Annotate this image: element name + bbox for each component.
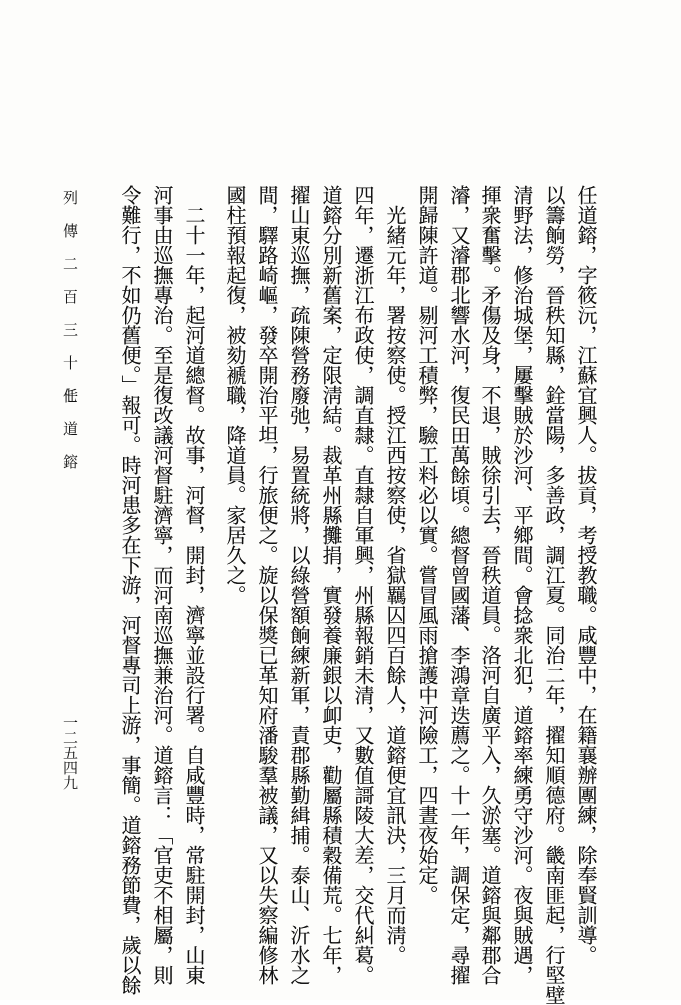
text-column-5: 濬，又濬郡北響水河，復民田萬餘頃。總督曾國藩、李鴻章迭薦之。十一年，調保定，尋擢 [447,185,471,985]
page-number: 一二五四九 [61,715,79,790]
text-column-1: 任道鎔，字筱沅，江蘇宜興人。拔貢，考授教職。咸豐中，在籍襄辦團練，除奉賢訓導。 [574,185,598,965]
text-column-15: 令難行，不如仍舊便。」報可。時河患多在下游，河督專司上游，事簡。道鎔務節費，歲以餘 [118,185,142,995]
text-column-10: 擢山東巡撫，疏陳營務廢弛，易置統將，以綠營額餉練新軍，責郡縣勤緝捕。泰山、沂水之 [287,185,311,985]
text-column-7: 光緒元年，署按察使。授江西按察使，省獄羈囚四百餘人，道鎔便宜訊決，三月而淸。 [383,205,407,965]
text-column-13: 二十一年，起河道總督。故事，河督，開封，濟寧並設行署。自咸豐時，常駐開封，山東 [182,205,206,985]
running-header-subject: 任 道 鎔 [61,388,79,469]
text-column-6: 開歸陳許道。剔河工積弊，驗工料必以實。嘗冒風雨搶護中河險工，四晝夜始定。 [415,185,439,905]
text-column-9: 道鎔分別新舊案，定限淸結。裁革州縣攤捐，實發養廉銀以卹吏，勸屬縣積穀備荒。七年， [319,185,343,985]
text-column-11: 間，驛路崎嶇，發卒開治平坦，行旅便之。旋以保獎已革知府潘駿羣被議，又以失察編修林 [255,185,279,985]
text-column-12: 國柱預報起復，被劾褫職，降道員。家居久之。 [223,185,247,605]
text-column-4: 揮衆奮擊。矛傷及身，不退，賊徐引去，晉秩道員。洛河自廣平入，久淤塞。道鎔與鄰郡合 [478,185,502,985]
text-column-14: 河事由巡撫專治。至是復改議河督駐濟寧，而河南巡撫兼治河。道鎔言：「官吏不相屬，則 [150,185,174,985]
text-column-3: 清野法，修治城堡，屢擊賊於沙河、平鄉間。會捻衆北犯，道鎔率練勇守沙河。夜與賊遇， [510,185,534,985]
text-column-2: 以籌餉勞，晉秩知縣，銓當陽，多善政，調江夏。同治二年，擢知順德府。畿南匪起，行堅壁 [542,185,566,1005]
text-column-8: 四年，遷浙江布政使，調直隸。直隸自軍興，州縣報銷未清，又數值謌陵大差，交代糾葛。 [351,185,375,985]
running-header-book: 列 傳 二 百 三 十 七 [61,190,79,403]
